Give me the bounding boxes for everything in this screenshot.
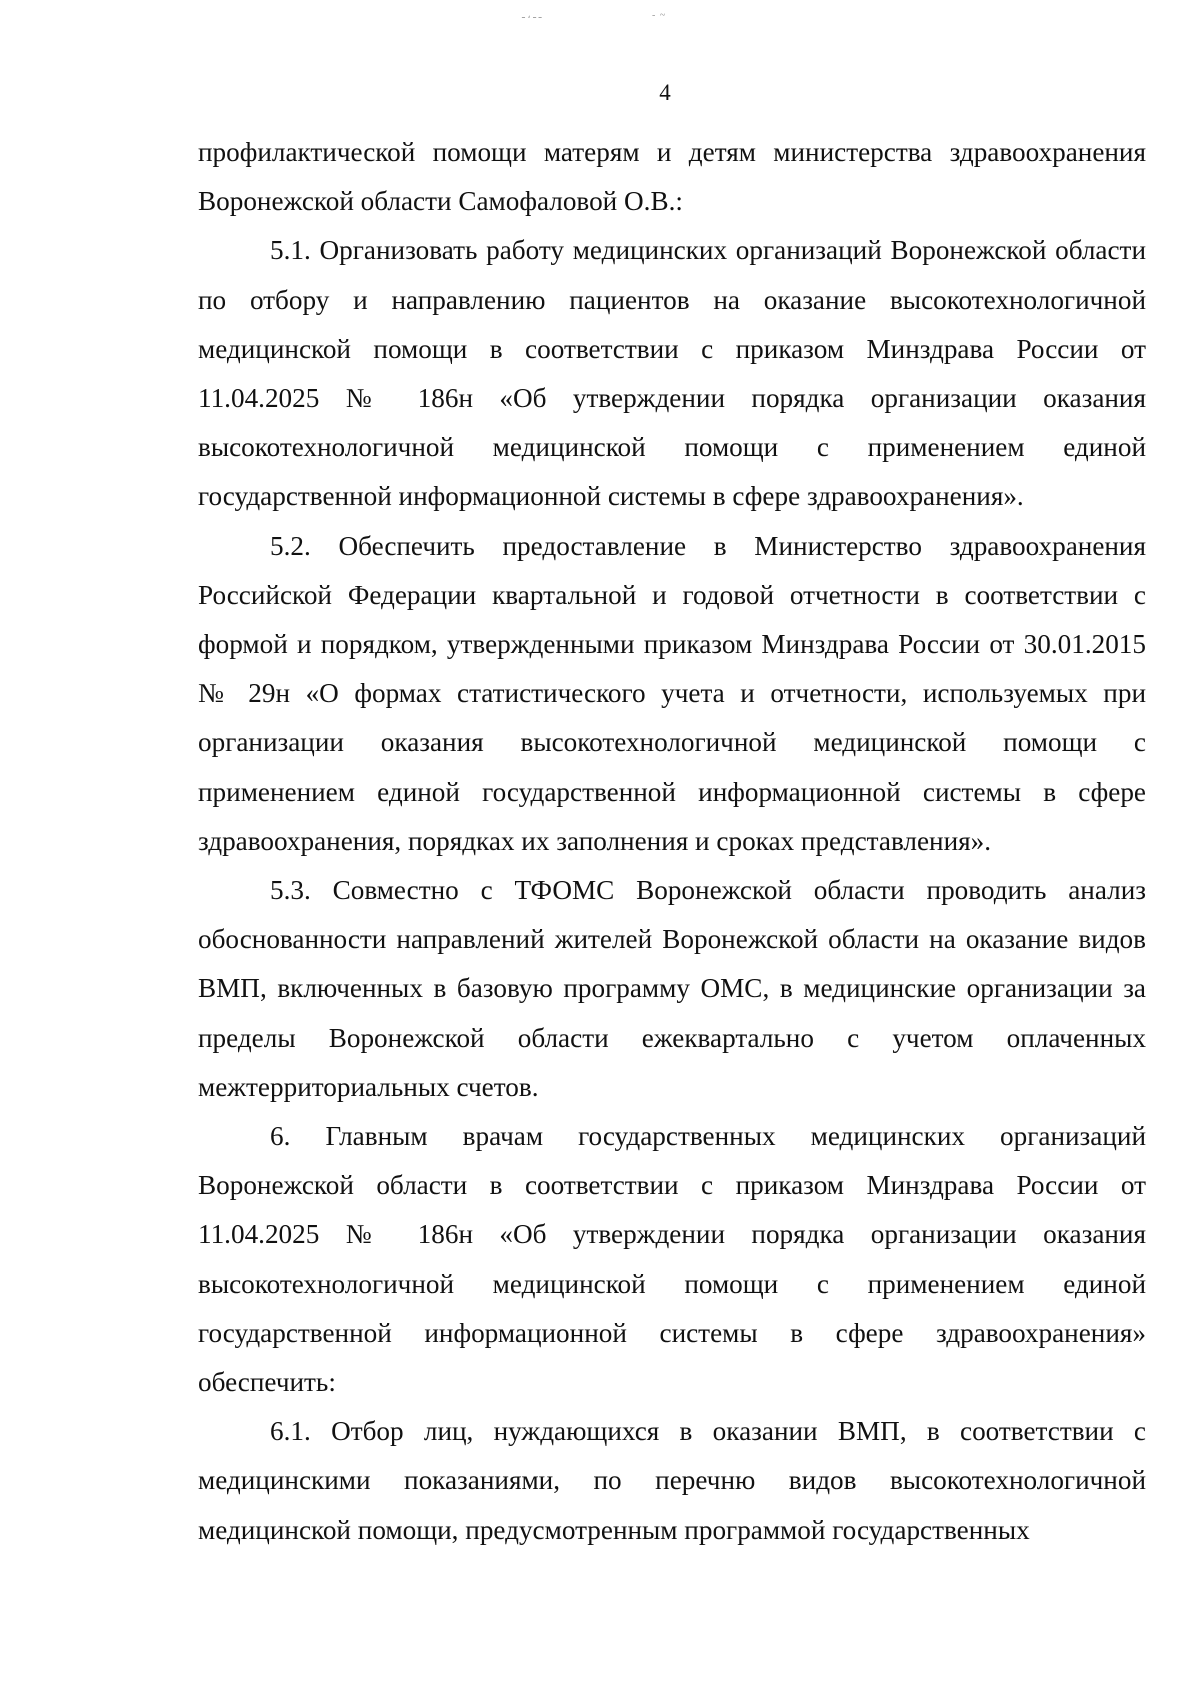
paragraph-intro-continuation: профилактической помощи матерям и детям министерства здравоохранения Воронежской области Самофаловой О.В.: <box>198 137 1146 217</box>
paragraph-item-5-1: 5.1. Организовать работу медицинских организаций Воронежской области по отбору и направлению пациентов на оказание высокотехнологичной медицинской помощи в соответствии с приказом Минздрава России от 11.04.2025 № 186н «Об утверждении порядка организации оказания высокотехнологичной медицинской помощи с применением единой государственной информационной системы в сфере здравоохранения». <box>198 235 1146 512</box>
paragraph-item-5-3: 5.3. Совместно с ТФОМС Воронежской области проводить анализ обоснованности направлений жителей Воронежской области на оказание видов ВМП, включенных в базовую программу ОМС, в медицинские организации за пределы Воронежской области ежеквартально с учетом оплаченных межтерриториальных счетов. <box>198 875 1146 1102</box>
scan-artifact: ـ ـ ، ـ <box>522 10 542 21</box>
paragraph-item-6-1: 6.1. Отбор лиц, нуждающихся в оказании ВМП, в соответствии с медицинскими показаниями, по перечню видов высокотехнологичной медицинской помощи, предусмотренным программой государственных <box>198 1416 1146 1545</box>
document-body <box>198 128 1146 1555</box>
scan-artifact: - ~ <box>652 10 667 21</box>
paragraph-item-6: 6. Главным врачам государственных медицинских организаций Воронежской области в соответствии с приказом Минздрава России от 11.04.2025 № 186н «Об утверждении порядка организации оказания высокотехнологичной медицинской помощи с применением единой государственной информационной системы в сфере здравоохранения» обеспечить: <box>198 1121 1146 1398</box>
paragraph-item-5-2: 5.2. Обеспечить предоставление в Министерство здравоохранения Российской Федерации квартальной и годовой отчетности в соответствии с формой и порядком, утвержденными приказом Минздрава России от 30.01.2015 № 29н «О формах статистического учета и отчетности, используемых при организации оказания высокотехнологичной медицинской помощи с применением единой государственной информационной системы в сфере здравоохранения, порядках их заполнения и сроках представления». <box>198 530 1146 856</box>
page-number: 4 <box>659 80 671 105</box>
